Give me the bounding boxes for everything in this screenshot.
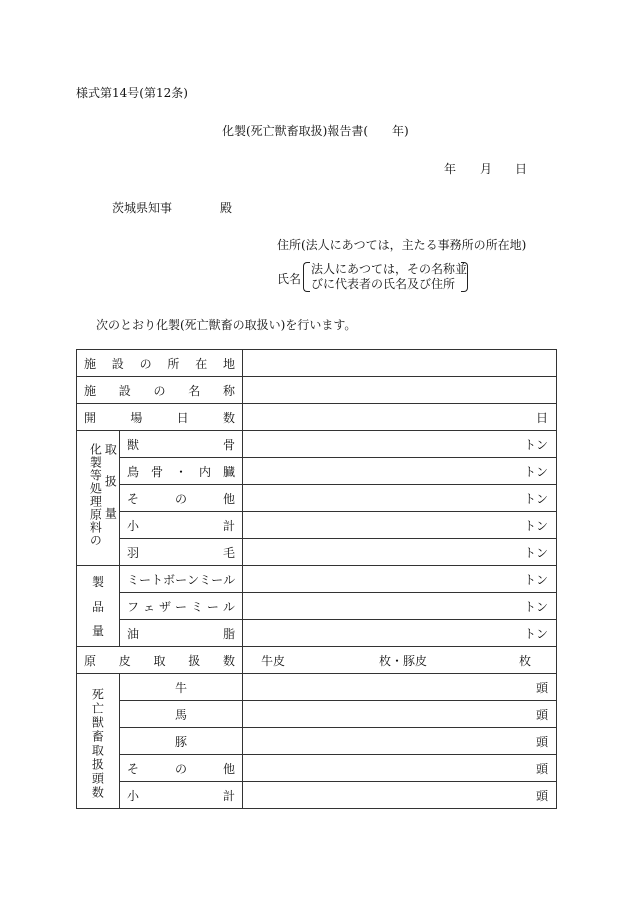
char: 毛 [222, 545, 235, 560]
char: ン [187, 572, 200, 587]
unit-label: 頭 [535, 761, 548, 776]
table-row [77, 539, 557, 566]
char: 内 [198, 464, 211, 479]
hides-cow-label: 牛皮 [261, 653, 286, 668]
char: そ [127, 491, 140, 506]
char: ー [211, 572, 224, 587]
raw-group-col1: 化製等処理原料の [88, 443, 103, 547]
hides-label [77, 647, 243, 674]
raw-row-label [120, 458, 243, 485]
raw-row-label [120, 485, 243, 512]
addressee: 茨城県知事 [112, 201, 173, 215]
char: 計 [222, 788, 235, 803]
char: 量 [91, 624, 104, 638]
dead-row-label: 豚 [120, 728, 243, 755]
facility-location-label [77, 350, 243, 377]
dead-other-field[interactable] [243, 755, 557, 782]
table-row [77, 674, 557, 701]
name-note-text [311, 262, 467, 292]
char: の [174, 761, 187, 776]
char: 名 [188, 383, 201, 398]
hides-field[interactable] [243, 647, 557, 674]
table-row [77, 755, 557, 782]
unit-label: トン [523, 464, 548, 479]
dead-other-label [120, 755, 243, 782]
product-row-field[interactable] [243, 566, 557, 593]
char: ザ [158, 599, 171, 614]
product-row-field[interactable] [243, 593, 557, 620]
char: ー [206, 599, 219, 614]
char: 称 [222, 383, 235, 398]
char: 骨 [222, 437, 235, 452]
char: 原 [84, 653, 97, 668]
char: ミ [190, 599, 203, 614]
char: 設 [118, 383, 131, 398]
char: 小 [127, 518, 140, 533]
char: ェ [142, 599, 155, 614]
char: 油 [127, 626, 140, 641]
date-year-label: 年 [444, 162, 457, 176]
table-row [77, 782, 557, 809]
char: ミ [127, 572, 140, 587]
unit-label: トン [523, 491, 548, 506]
unit-label: 頭 [535, 680, 548, 695]
char: の [139, 356, 152, 371]
dead-row-field[interactable] [243, 701, 557, 728]
table-row [77, 593, 557, 620]
unit-label: 日 [535, 410, 548, 425]
bracket-left [303, 262, 310, 292]
date-day-label: 日 [515, 162, 528, 176]
char: 他 [222, 761, 235, 776]
product-row-label [120, 620, 243, 647]
dead-row-field[interactable] [243, 728, 557, 755]
product-row-field[interactable] [243, 620, 557, 647]
hides-end-label: 枚 [519, 653, 532, 668]
char: 数 [222, 410, 235, 425]
char: ー [175, 572, 188, 587]
char: そ [127, 761, 140, 776]
table-row [77, 620, 557, 647]
table-row [77, 728, 557, 755]
dead-subtotal-field[interactable] [243, 782, 557, 809]
facility-location-field[interactable] [243, 350, 557, 377]
facility-name-label [77, 377, 243, 404]
name-note [303, 262, 468, 292]
char: ル [223, 572, 236, 587]
product-row-label [120, 593, 243, 620]
table-row [77, 458, 557, 485]
unit-label: 頭 [535, 707, 548, 722]
char: 施 [84, 383, 97, 398]
char: 鳥 [127, 464, 140, 479]
char: 地 [222, 356, 235, 371]
unit-label: トン [523, 545, 548, 560]
address-label: 住所(法人にあつては，主たる事務所の所在地) [277, 238, 527, 252]
date-month-label: 月 [480, 162, 493, 176]
char: 品 [91, 599, 104, 614]
table-row [77, 350, 557, 377]
char: ボ [163, 572, 176, 587]
char: 獣 [127, 437, 140, 452]
raw-material-group-label [77, 431, 120, 566]
raw-row-field[interactable] [243, 458, 557, 485]
document-title: 化製(死亡獣畜取扱)報告書( 年) [222, 124, 409, 138]
char: 取 [153, 653, 166, 668]
raw-row-label [120, 431, 243, 458]
char: 設 [111, 356, 124, 371]
dead-subtotal-label [120, 782, 243, 809]
raw-row-field[interactable] [243, 431, 557, 458]
table-row [77, 404, 557, 431]
unit-label: トン [523, 437, 548, 452]
char: 臓 [222, 464, 235, 479]
char: 扱 [188, 653, 201, 668]
char: の [153, 383, 166, 398]
char: ミ [199, 572, 212, 587]
form-number: 様式第14号(第12条) [76, 86, 188, 100]
name-note-line2: びに代表者の氏名及び住所 [311, 277, 456, 291]
open-days-label [77, 404, 243, 431]
char: 数 [222, 653, 235, 668]
char: フ [127, 599, 140, 614]
hides-mid-label: 枚・豚皮 [379, 653, 428, 668]
name-label: 氏名 [277, 272, 302, 286]
char: 他 [222, 491, 235, 506]
char: 皮 [118, 653, 131, 668]
char: 所 [167, 356, 180, 371]
table-row [77, 512, 557, 539]
char: 場 [130, 410, 143, 425]
unit-label: トン [523, 599, 548, 614]
char: 骨 [150, 464, 163, 479]
char: 羽 [127, 545, 140, 560]
raw-row-label [120, 512, 243, 539]
char: ト [151, 572, 164, 587]
raw-row-label [120, 539, 243, 566]
char: ・ [174, 464, 187, 479]
table-row [77, 431, 557, 458]
dead-row-label: 牛 [120, 674, 243, 701]
char: ル [222, 599, 235, 614]
open-days-field[interactable] [243, 404, 557, 431]
table-row [77, 485, 557, 512]
char: 施 [84, 356, 97, 371]
char: 日 [176, 410, 189, 425]
unit-label: トン [523, 572, 548, 587]
table-row [77, 647, 557, 674]
table-row [77, 377, 557, 404]
intro-text: 次のとおり化製(死亡獣畜の取扱い)を行います。 [96, 318, 357, 332]
name-note-line1: 法人にあつては，その名称並 [311, 262, 468, 276]
unit-label: トン [523, 518, 548, 533]
char: ー [139, 572, 152, 587]
facility-name-field[interactable] [243, 377, 557, 404]
raw-group-col2: 取扱量 [103, 443, 118, 539]
dead-row-label: 馬 [120, 701, 243, 728]
char: 脂 [222, 626, 235, 641]
bracket-right [461, 262, 468, 292]
honorific: 殿 [220, 201, 233, 215]
unit-label: 頭 [535, 734, 548, 749]
unit-label: 頭 [535, 788, 548, 803]
char: の [174, 491, 187, 506]
raw-row-field[interactable] [243, 512, 557, 539]
table-row [77, 566, 557, 593]
char: 計 [222, 518, 235, 533]
dead-group-text: 死亡獣畜取扱頭数 [90, 688, 105, 800]
product-group-label [77, 566, 120, 647]
report-table [76, 349, 557, 809]
char: 開 [84, 410, 97, 425]
product-row-label [120, 566, 243, 593]
dead-row-field[interactable] [243, 674, 557, 701]
table-row [77, 701, 557, 728]
unit-label: トン [523, 626, 548, 641]
char: 小 [127, 788, 140, 803]
char: ー [174, 599, 187, 614]
dead-livestock-group-label [77, 674, 120, 809]
raw-row-field[interactable] [243, 485, 557, 512]
char: 製 [91, 575, 104, 589]
char: 在 [195, 356, 208, 371]
raw-row-field[interactable] [243, 539, 557, 566]
